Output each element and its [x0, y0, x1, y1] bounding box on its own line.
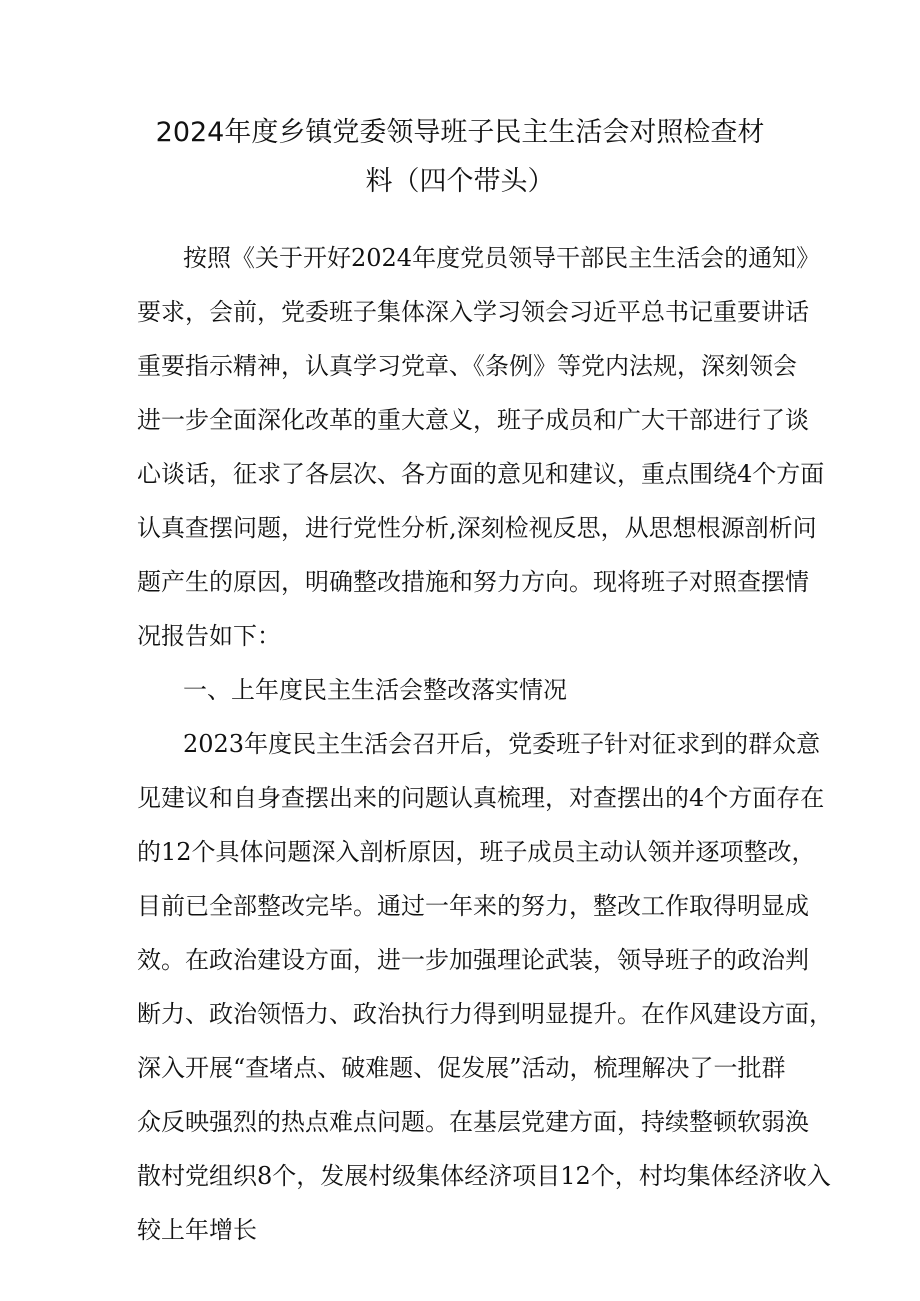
- body-line-14: 效。在政治建设方面，进一步加强理论武装，领导班子的政治判: [137, 946, 809, 974]
- body-line-6: 认真查摆问题，进行党性分析,深刻检视反思，从思想根源剖析问: [137, 514, 817, 542]
- body-line-17: 众反映强烈的热点难点问题。在基层党建方面，持续整顿软弱涣: [137, 1108, 809, 1136]
- body-line-7: 题产生的原因，明确整改措施和努力方向。现将班子对照查摆情: [137, 568, 809, 596]
- body-line-11: 见建议和自身查摆出来的问题认真梳理，对查摆出的4个方面存在: [137, 784, 825, 812]
- document-title-line-1: 2024年度乡镇党委领导班子民主生活会对照检查材: [155, 117, 765, 148]
- body-line-12: 的12个具体问题深入剖析原因，班子成员主动认领并逐项整改，: [137, 838, 816, 866]
- body-line-4: 进一步全面深化改革的重大意义，班子成员和广大干部进行了谈: [137, 406, 809, 434]
- body-line-3: 重要指示精神，认真学习党章、《条例》等党内法规，深刻领会: [137, 352, 797, 380]
- body-line-13: 目前已全部整改完毕。通过一年来的努力，整改工作取得明显成: [137, 892, 809, 920]
- body-line-15: 断力、政治领悟力、政治执行力得到明显提升。在作风建设方面，: [137, 1000, 833, 1028]
- body-line-16: 深入开展“查堵点、破难题、促发展”活动，梳理解决了一批群: [137, 1054, 786, 1082]
- document-title-line-2: 料（四个带头）: [365, 166, 555, 197]
- section-heading-1: 一、上年度民主生活会整改落实情况: [183, 676, 567, 704]
- body-line-18: 散村党组织8个，发展村级集体经济项目12个，村均集体经济收入: [137, 1162, 831, 1190]
- body-line-10: 2023年度民主生活会召开后，党委班子针对征求到的群众意: [183, 730, 821, 758]
- body-line-1: 按照《关于开好2024年度党员领导干部民主生活会的通知》: [183, 244, 821, 272]
- body-line-2: 要求，会前，党委班子集体深入学习领会习近平总书记重要讲话: [137, 298, 809, 326]
- body-line-19: 较上年增长: [137, 1216, 257, 1244]
- body-line-5: 心谈话，征求了各层次、各方面的意见和建议，重点围绕4个方面: [137, 460, 825, 488]
- body-line-8: 况报告如下：: [137, 622, 281, 650]
